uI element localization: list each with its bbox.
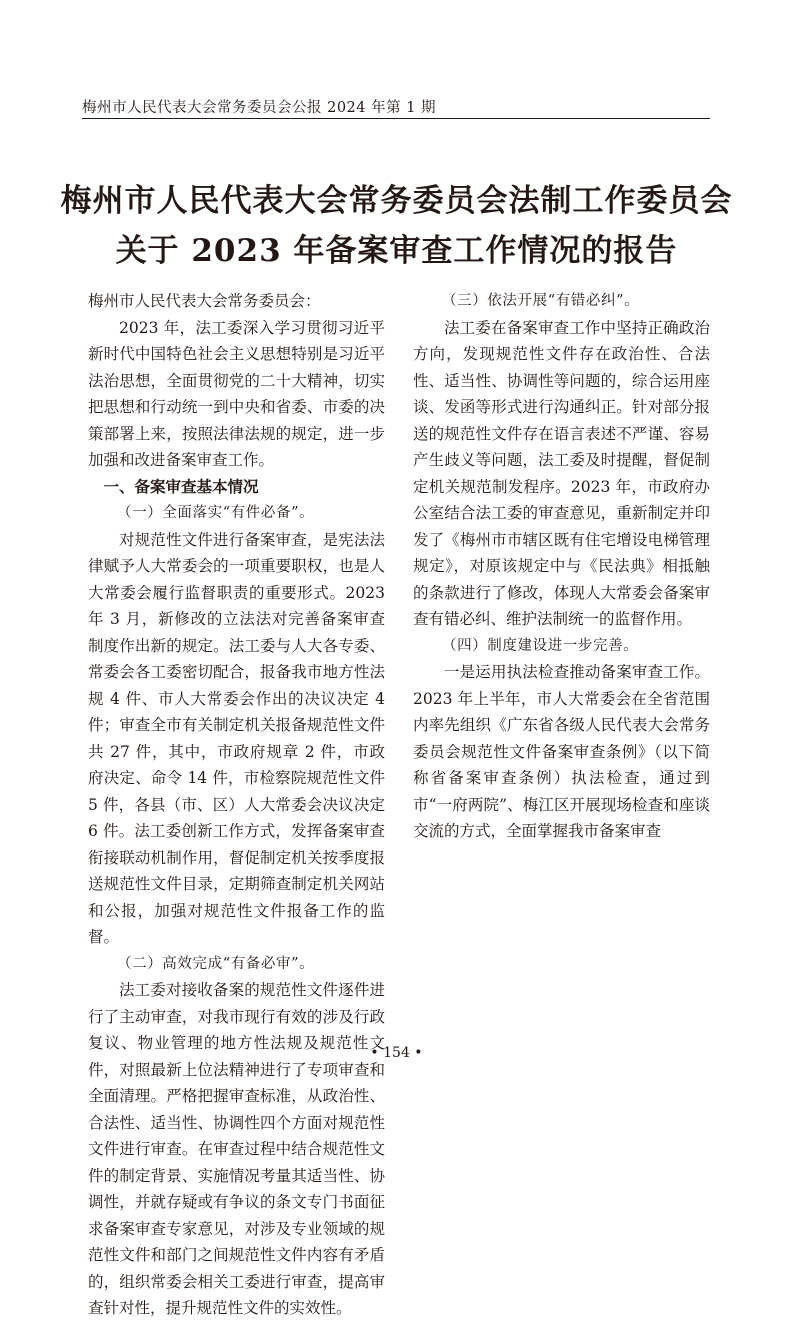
subsection-1-paragraph: 对规范性文件进行备案审查，是宪法法律赋予人大常委会的一项重要职权，也是人大常委会履行监督职责的重要形式。2023 年 3 月，新修改的立法法对完善备案审查制度作出新的规定。法工委与人大各专委、常委会各工委密切配合，报备我市地方性法规 4 件、市人大常委会作出的决议决定 4 件；审查全市有关制定机关报备规范性文件共 27 件，其中，市政府规章 2 件，市政府决定、命令 14 件，市检察院规范性文件 5 件，各县（市、区）人大常委会决议决定 6 件。法工委创新工作方式，发挥备案审查衔接联动机制作用，督促制定机关按季度报送规范性文件目录，定期筛查制定机关网站和公报，加强对规范性文件报备工作的监督。 bbox=[88, 530, 385, 946]
section-heading-1: 一、备案审查基本情况 bbox=[103, 476, 259, 496]
subsection-2-paragraph: 法工委对接收备案的规范性文件逐件进行了主动审查，对我市现行有效的涉及行政复议、物业管理的地方性法规及规范性文件，对照最新上位法精神进行了专项审查和全面清理。严格把握审查标准，从政治性、合法性、适当性、协调性四个方面对规范性文件进行审查。在审查过程中结合规范性文件的制定背景、实施情况考量其适当性、协调性，并就存疑或有争议的条文专门书面征求备案审查专家意见，对涉及专业领域的规范性文件和部门之间规范性文件内容有矛盾的，组织常委会相关工委进行审查，提高审查针对性，提升规范性文件的实效性。 bbox=[88, 981, 385, 1317]
salutation: 梅州市人民代表大会常务委员会： bbox=[88, 292, 321, 310]
document-title-line-2: 关于 2023 年备案审查工作情况的报告 bbox=[115, 233, 678, 269]
subsection-heading-2: （二）高效完成“有备必审”。 bbox=[117, 955, 315, 972]
document-title-line-1: 梅州市人民代表大会常务委员会法制工作委员会 bbox=[60, 183, 733, 219]
running-head: 梅州市人民代表大会常务委员会公报 2024 年第 1 期 bbox=[82, 100, 437, 116]
subsection-3-paragraph: 法工委在备案审查工作中坚持正确政治方向，发现规范性文件存在政治性、合法性、适当性、协调性等问题的，综合运用座谈、发函等形式进行沟通纠正。针对部分报送的规范性文件存在语言表述不严谨、容易产生歧义等问题，法工委及时提醒，督促制定机关规范制发程序。2023 年，市政府办公室结合法工委的审查意见，重新制定并印发了《梅州市市辖区既有住宅增设电梯管理规定》，对原该规定中与《民法典》相抵触的条款进行了修改，体现人大常委会备案审查有错必纠、维护法制统一的监督作用。 bbox=[413, 318, 710, 628]
subsection-heading-3: （三）依法开展“有错必纠”。 bbox=[442, 293, 640, 309]
page-number: • 154 • bbox=[370, 1045, 423, 1061]
subsection-heading-1: （一）全面落实“有件必备”。 bbox=[117, 505, 315, 521]
left-column bbox=[88, 288, 385, 1322]
subsection-heading-4: （四）制度建设进一步完善。 bbox=[442, 637, 639, 654]
right-column bbox=[413, 288, 710, 845]
subsection-4-paragraph: 一是运用执法检查推动备案审查工作。2023 年上半年，市人大常委会在全省范围内率先组织《广东省各级人民代表大会常务委员会规范性文件备案审查条例》（以下简称省备案审查条例）执法检查，通过到市“一府两院”、梅江区开展现场检查和座谈交流的方式，全面掌握我市备案审查 bbox=[413, 663, 710, 840]
header-rule bbox=[82, 118, 710, 119]
intro-paragraph: 2023 年，法工委深入学习贯彻习近平新时代中国特色社会主义思想特别是习近平法治思想，全面贯彻党的二十大精神，切实把思想和行动统一到中央和省委、市委的决策部署上来，按照法律法规的规定，进一步加强和改进备案审查工作。 bbox=[88, 318, 385, 469]
